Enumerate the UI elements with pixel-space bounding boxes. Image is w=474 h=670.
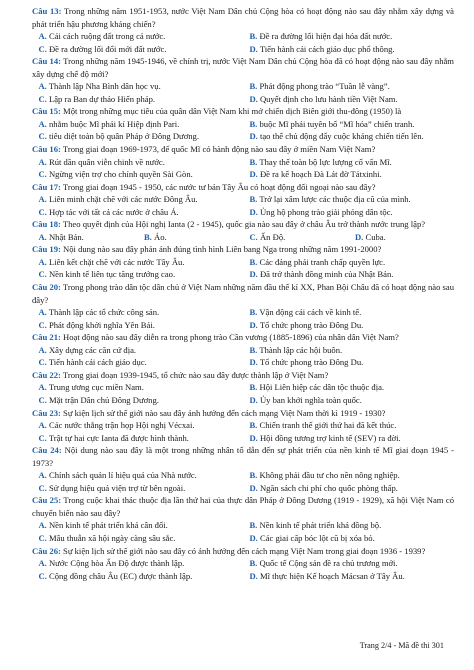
- option-label: B.: [249, 382, 258, 393]
- option-label: D.: [249, 357, 258, 368]
- question-stem: [32, 369, 454, 382]
- question-block: [32, 407, 454, 445]
- options-row: [32, 557, 454, 570]
- options-row: [32, 432, 454, 445]
- option-text: Trật tự hai cực Ianta đã được hình thành.: [48, 432, 189, 443]
- answer-option: [32, 419, 243, 432]
- question-list: [32, 5, 454, 582]
- answer-option: [243, 93, 454, 106]
- option-text: Chính sách quản lí hiệu quả của Nhà nước.: [48, 470, 197, 481]
- option-label: D.: [249, 43, 258, 54]
- option-text: Ngăn sách chi phí cho quốc phòng thấp.: [259, 482, 398, 493]
- option-text: Tổ chức phong trào Đông Du.: [259, 319, 364, 330]
- options-row: [32, 93, 454, 106]
- option-label: D.: [249, 532, 258, 543]
- option-label: B.: [249, 344, 258, 355]
- question-block: [32, 5, 454, 55]
- answer-option: [32, 168, 243, 181]
- option-text: Ủng hộ phong trào giải phóng dân tộc.: [259, 206, 393, 217]
- answer-option: [349, 231, 455, 244]
- option-text: Nền kinh tế phát triển khá cân đối.: [48, 520, 168, 531]
- option-text: Trở lại xâm lược các thuộc địa cũ của mình.: [259, 194, 411, 205]
- option-text: buộc Mĩ phải tuyên bố “Mĩ hóa” chiến tranh.: [259, 118, 415, 129]
- option-label: A.: [38, 307, 47, 318]
- question-number: Câu 21:: [32, 332, 61, 343]
- question-text: Trong những năm 1945-1946, về chính trị, nước Việt Nam Dân chủ Cộng hòa đã có hoạt động nào sau đây nhằm xây dựng chế độ mới?: [32, 56, 454, 79]
- option-label: B.: [249, 194, 258, 205]
- question-block: [32, 494, 454, 544]
- question-text: Sự kiện lịch sử thế giới nào sau đây ảnh hưởng đến cách mạng Việt Nam thời kì 1919 - 1930?: [63, 407, 386, 418]
- option-text: Sử dụng hiệu quả viện trợ từ bên ngoài.: [48, 482, 186, 493]
- answer-option: [32, 30, 243, 43]
- option-text: Thành lập các hội buôn.: [259, 344, 343, 355]
- option-label: D.: [249, 482, 258, 493]
- options-row: [32, 43, 454, 56]
- answer-option: [243, 168, 454, 181]
- question-number: Câu 19:: [32, 244, 61, 255]
- question-number: Câu 14:: [32, 56, 62, 67]
- option-label: B.: [249, 470, 258, 481]
- option-text: Ngừng viện trợ cho chính quyền Sài Gòn.: [48, 169, 193, 180]
- option-text: Cải cách ruộng đất trong cả nước.: [48, 31, 166, 42]
- options-row: [32, 356, 454, 369]
- question-text: Sự kiện lịch sử thế giới nào sau đây có ảnh hưởng đến cách mạng Việt Nam trong giai đoạn 1936 - 1939?: [63, 545, 426, 556]
- option-text: Các nước thắng trận họp Hội nghị Vécxai.: [48, 420, 195, 431]
- answer-option: [243, 130, 454, 143]
- option-text: Cộng đồng châu Âu (EC) được thành lập.: [48, 570, 193, 581]
- options-row: [32, 193, 454, 206]
- answer-option: [32, 130, 243, 143]
- option-label: D.: [249, 319, 258, 330]
- answer-option: [243, 532, 454, 545]
- question-block: [32, 545, 454, 583]
- answer-option: [32, 156, 243, 169]
- answer-option: [243, 381, 454, 394]
- question-text: Trong giai đoạn 1969-1973, để quốc Mĩ có hành động nào sau đây ở miền Nam Việt Nam?: [62, 144, 376, 155]
- option-label: C.: [38, 269, 47, 280]
- option-text: Xây dựng các căn cứ địa.: [48, 344, 137, 355]
- option-text: Đề ra kế hoạch Đà Lát đờ Tátxinhi.: [259, 169, 382, 180]
- answer-option: [243, 419, 454, 432]
- option-label: C.: [38, 319, 47, 330]
- answer-option: [32, 519, 243, 532]
- answer-option: [32, 394, 243, 407]
- options-row: [32, 482, 454, 495]
- answer-option: [243, 570, 454, 583]
- option-label: C.: [38, 357, 47, 368]
- question-stem: [32, 331, 454, 344]
- option-text: Rút dần quân viễn chinh về nước.: [48, 156, 165, 167]
- options-row: [32, 381, 454, 394]
- question-stem: [32, 5, 454, 30]
- option-text: Cuba.: [365, 231, 386, 242]
- answer-option: [32, 381, 243, 394]
- option-label: A.: [38, 382, 47, 393]
- options-row: [32, 231, 454, 244]
- options-row: [32, 80, 454, 93]
- option-label: A.: [38, 256, 47, 267]
- answer-option: [243, 118, 454, 131]
- option-label: D.: [249, 394, 258, 405]
- option-text: Ủy ban khởi nghĩa toàn quốc.: [259, 394, 362, 405]
- question-text: Trong giai đoạn 1939-1945, tổ chức nào sau đây được thành lập ở Việt Nam?: [62, 369, 329, 380]
- question-number: Câu 24:: [32, 445, 62, 456]
- option-text: Đề ra đường lối đổi mới đất nước.: [48, 43, 167, 54]
- option-label: C.: [38, 570, 47, 581]
- question-text: Nội dung nào sau đây là một trong những nhân tố dẫn đến sự phát triển của nền kinh tế Mĩ giai đoạn 1945 - 1973?: [32, 445, 454, 468]
- question-stem: [32, 407, 454, 420]
- option-label: A.: [38, 81, 47, 92]
- question-block: [32, 331, 454, 369]
- option-text: Phát động khởi nghĩa Yên Bái.: [48, 319, 155, 330]
- options-row: [32, 156, 454, 169]
- question-block: [32, 55, 454, 105]
- question-text: Một trong những mục tiêu của quân dân Việt Nam khi mở chiến dịch Biên giới thu-đông (1950) là: [63, 106, 402, 117]
- option-label: D.: [354, 231, 364, 242]
- question-number: Câu 22:: [32, 369, 61, 380]
- answer-option: [32, 43, 243, 56]
- answer-option: [138, 231, 244, 244]
- answer-option: [243, 557, 454, 570]
- option-label: A.: [38, 344, 47, 355]
- answer-option: [32, 432, 243, 445]
- option-text: Nền kinh tế phát triển khá đồng bộ.: [259, 520, 382, 531]
- answer-option: [243, 482, 454, 495]
- answer-option: [32, 231, 138, 244]
- option-label: A.: [38, 194, 47, 205]
- option-text: Phát động phong trào “Tuần lễ vàng”.: [259, 81, 390, 92]
- option-text: Quốc tế Cộng sản đề ra chủ trương mới.: [259, 558, 398, 569]
- option-label: B.: [143, 231, 152, 242]
- option-text: Hợp tác với tất cả các nước ở châu Á.: [48, 206, 179, 217]
- option-text: Hội Liên hiệp các dân tộc thuộc địa.: [259, 382, 385, 393]
- answer-option: [243, 231, 349, 244]
- options-row: [32, 344, 454, 357]
- option-text: Đề ra đường lối hiện đại hóa đất nước.: [259, 31, 393, 42]
- option-label: B.: [249, 118, 258, 129]
- option-text: Vận động cải cách về kinh tế.: [259, 307, 362, 318]
- option-label: D.: [249, 169, 258, 180]
- option-text: Nước Cộng hòa Ấn Độ được thành lập.: [48, 558, 185, 569]
- options-row: [32, 30, 454, 43]
- question-text: Trong giai đoạn 1945 - 1950, các nước tư bản Tây Âu có hoạt động đối ngoại nào sau đây?: [62, 181, 376, 192]
- question-stem: [32, 143, 454, 156]
- option-label: A.: [38, 470, 47, 481]
- question-stem: [32, 545, 454, 558]
- answer-option: [32, 557, 243, 570]
- answer-option: [32, 93, 243, 106]
- question-stem: [32, 444, 454, 469]
- options-row: [32, 130, 454, 143]
- option-text: Thành lập các tổ chức công sản.: [48, 307, 160, 318]
- option-label: C.: [38, 93, 47, 104]
- option-text: Tiến hành cải cách giáo dục phổ thông.: [259, 43, 395, 54]
- answer-option: [32, 532, 243, 545]
- option-label: A.: [38, 31, 47, 42]
- option-label: D.: [249, 570, 258, 581]
- option-text: Trung ương cục miền Nam.: [48, 382, 144, 393]
- options-row: [32, 394, 454, 407]
- question-block: [32, 143, 454, 181]
- question-number: Câu 23:: [32, 407, 61, 418]
- option-text: Hội đồng tương trợ kinh tế (SEV) ra đời.: [259, 432, 401, 443]
- option-text: Quyết định cho lưu hành tiền Việt Nam.: [259, 93, 398, 104]
- option-label: B.: [249, 420, 258, 431]
- answer-option: [32, 469, 243, 482]
- question-number: Câu 16:: [32, 144, 61, 155]
- question-stem: [32, 105, 454, 118]
- answer-option: [243, 80, 454, 93]
- answer-option: [32, 256, 243, 269]
- options-row: [32, 168, 454, 181]
- options-row: [32, 469, 454, 482]
- options-row: [32, 118, 454, 131]
- option-label: B.: [249, 307, 258, 318]
- option-label: B.: [249, 156, 258, 167]
- answer-option: [32, 268, 243, 281]
- option-label: A.: [38, 156, 47, 167]
- question-text: Nội dung nào sau đây phản ánh đúng tình hình Liên bang Nga trong những năm 1991-2000?: [63, 244, 382, 255]
- answer-option: [243, 432, 454, 445]
- answer-option: [243, 306, 454, 319]
- option-label: B.: [249, 520, 258, 531]
- question-text: Trong cuộc khai thác thuộc địa lần thứ hai của thực dân Pháp ở Đông Dương (1919 - 1929), xã hội Việt Nam có chuyển biến nào sau đây?: [32, 495, 454, 518]
- option-label: D.: [249, 269, 258, 280]
- question-block: [32, 181, 454, 219]
- option-label: D.: [249, 93, 258, 104]
- question-number: Câu 15:: [32, 106, 61, 117]
- option-label: C.: [38, 131, 47, 142]
- question-number: Câu 13:: [32, 6, 62, 16]
- option-label: C.: [38, 43, 47, 54]
- option-label: A.: [38, 231, 47, 242]
- option-label: C.: [38, 432, 47, 443]
- option-text: Liên minh chặt chẽ với các nước Đông Âu.: [48, 194, 198, 205]
- question-stem: [32, 55, 454, 80]
- options-row: [32, 206, 454, 219]
- question-number: Câu 17:: [32, 181, 61, 192]
- option-text: Mặt trận Dân chủ Đông Dương.: [48, 394, 159, 405]
- question-number: Câu 26:: [32, 545, 61, 556]
- option-text: Tiến hành cải cách giáo dục.: [48, 357, 147, 368]
- question-text: Trong những năm 1951-1953, nước Việt Nam Dân chủ Cộng hòa có hoạt động nào sau đây nhằm xây dựng và phát triển hậu phương kháng chiến?: [32, 6, 454, 29]
- answer-option: [243, 193, 454, 206]
- option-text: nhằm buộc Mĩ phải kí Hiệp định Pari.: [48, 118, 180, 129]
- option-label: B.: [249, 31, 258, 42]
- answer-option: [243, 319, 454, 332]
- answer-option: [243, 394, 454, 407]
- option-text: Ấn Độ.: [259, 231, 286, 242]
- options-row: [32, 256, 454, 269]
- answer-option: [32, 570, 243, 583]
- option-label: B.: [249, 81, 258, 92]
- answer-option: [32, 206, 243, 219]
- options-row: [32, 268, 454, 281]
- question-stem: [32, 281, 454, 306]
- option-text: Đã trở thành đồng minh của Nhật Bản.: [259, 269, 394, 280]
- option-text: Mĩ thực hiện Kế hoạch Mácsan ở Tây Âu.: [259, 570, 405, 581]
- options-row: [32, 419, 454, 432]
- answer-option: [243, 43, 454, 56]
- option-label: A.: [38, 420, 47, 431]
- question-block: [32, 369, 454, 407]
- option-text: Các đảng phái tranh chấp quyền lực.: [259, 256, 386, 267]
- question-text: Theo quyết định của Hội nghị Ianta (2 - 1945), quốc gia nào sau đây ở châu Âu trở thành nước trung lập?: [62, 219, 426, 230]
- options-row: [32, 532, 454, 545]
- option-label: A.: [38, 520, 47, 531]
- option-label: A.: [38, 558, 47, 569]
- option-label: B.: [249, 256, 258, 267]
- answer-option: [243, 156, 454, 169]
- option-text: Không phải đầu tư cho nền nông nghiệp.: [259, 470, 400, 481]
- options-row: [32, 319, 454, 332]
- question-stem: [32, 494, 454, 519]
- option-label: C.: [38, 394, 47, 405]
- answer-option: [32, 80, 243, 93]
- answer-option: [243, 519, 454, 532]
- options-row: [32, 306, 454, 319]
- option-label: A.: [38, 118, 47, 129]
- option-text: Mâu thuẫn xã hội ngày càng sâu sắc.: [48, 532, 176, 543]
- answer-option: [32, 356, 243, 369]
- option-label: C.: [249, 231, 258, 242]
- answer-option: [243, 356, 454, 369]
- option-text: Các giai cấp bóc lột cũ bị xóa bỏ.: [259, 532, 375, 543]
- option-text: Nền kinh tế liên tục tăng trưởng cao.: [48, 269, 176, 280]
- option-text: Áo.: [154, 231, 167, 242]
- answer-option: [32, 482, 243, 495]
- answer-option: [243, 206, 454, 219]
- question-stem: [32, 243, 454, 256]
- question-number: Câu 25:: [32, 495, 62, 506]
- question-block: [32, 444, 454, 494]
- option-label: B.: [249, 558, 258, 569]
- answer-option: [32, 118, 243, 131]
- question-block: [32, 218, 454, 243]
- question-text: Trong phong trào dân tộc dân chủ ở Việt Nam những năm đầu thế kỉ XX, Phan Bội Châu đã có hoạt động nào sau đây?: [32, 282, 455, 305]
- question-number: Câu 18:: [32, 219, 61, 230]
- option-label: D.: [249, 131, 258, 142]
- question-block: [32, 243, 454, 281]
- question-number: Câu 20:: [32, 282, 61, 293]
- options-row: [32, 570, 454, 583]
- question-stem: [32, 218, 454, 231]
- option-text: Thay thế toàn bộ lực lượng cố vấn Mĩ.: [259, 156, 392, 167]
- option-label: C.: [38, 206, 47, 217]
- options-row: [32, 519, 454, 532]
- option-label: D.: [249, 432, 258, 443]
- answer-option: [32, 344, 243, 357]
- option-text: Lập ra Ban dự thảo Hiến pháp.: [48, 93, 156, 104]
- option-label: C.: [38, 532, 47, 543]
- answer-option: [243, 268, 454, 281]
- option-text: Nhật Bản.: [48, 231, 84, 242]
- question-stem: [32, 181, 454, 194]
- answer-option: [243, 30, 454, 43]
- question-block: [32, 281, 454, 331]
- option-label: D.: [249, 206, 258, 217]
- option-label: C.: [38, 482, 47, 493]
- option-text: tiêu diệt toàn bộ quân Pháp ở Đông Dương.: [48, 131, 200, 142]
- answer-option: [32, 319, 243, 332]
- question-text: Hoạt động nào sau đây diễn ra trong phong trào Cần vương (1885-1896) của nhân dân Việt Nam?: [63, 332, 399, 343]
- option-label: C.: [38, 169, 47, 180]
- option-text: Tổ chức phong trào Đông Du.: [259, 357, 364, 368]
- page-footer: Trang 2/4 - Mã đề thi 301: [359, 641, 444, 650]
- answer-option: [32, 193, 243, 206]
- answer-option: [243, 256, 454, 269]
- answer-option: [243, 469, 454, 482]
- option-text: Liên kết chặt chẽ với các nước Tây Âu.: [48, 256, 185, 267]
- answer-option: [32, 306, 243, 319]
- option-text: Chiến tranh thế giới thứ hai đã kết thúc.: [259, 420, 397, 431]
- question-block: [32, 105, 454, 143]
- answer-option: [243, 344, 454, 357]
- option-text: Thành lập Nha Bình dân học vụ.: [48, 81, 161, 92]
- option-text: tạo thế chủ động đẩy cuộc kháng chiến tiến lên.: [259, 131, 424, 142]
